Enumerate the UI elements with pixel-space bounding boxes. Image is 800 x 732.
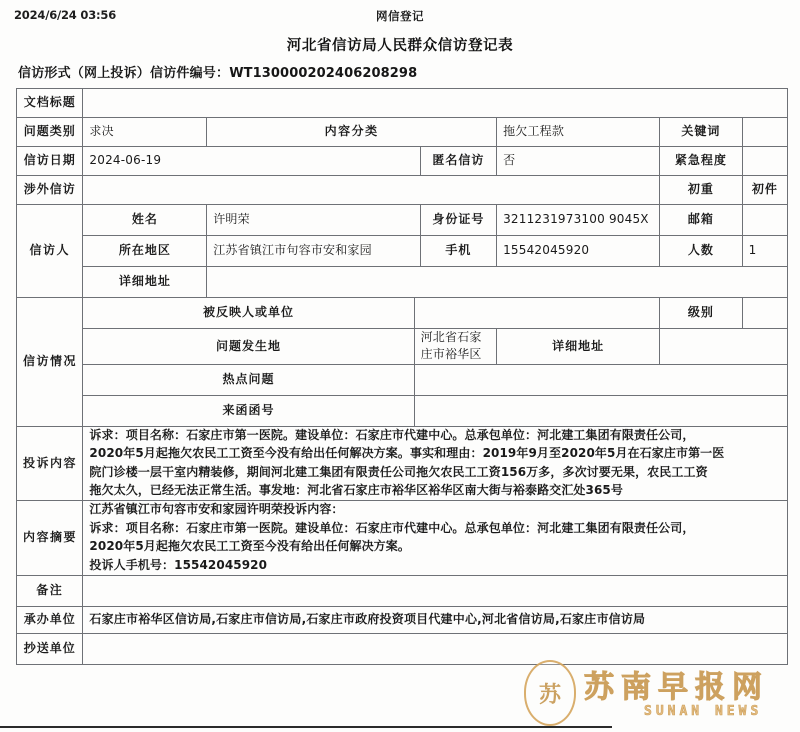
label-category: 问题类别 xyxy=(17,118,83,147)
watermark xyxy=(516,658,800,732)
table-row-category xyxy=(17,118,788,147)
complaint-line: 拖欠太久，已经无法正常生活。事发地：河北省石家庄市裕华区裕华区南大街与裕泰路交汇处365号 xyxy=(89,482,623,497)
label-foreign-petition: 涉外信访 xyxy=(17,176,83,205)
table-row-respondent xyxy=(17,298,788,329)
value-petitioner-phone: 15542045920 xyxy=(497,236,660,267)
print-timestamp: 2024/6/24 03:56 xyxy=(14,8,117,22)
table-row-petitioner-name xyxy=(17,205,788,236)
form-type-label: 信访形式（网上投诉）信访件编号： xyxy=(18,66,230,81)
table-row-complaint xyxy=(17,426,788,501)
seal-border xyxy=(524,660,576,726)
system-label: 网信登记 xyxy=(376,9,424,23)
label-keyword: 关键词 xyxy=(660,118,743,147)
summary-line: 2020年5月起拖欠农民工工资至今没有给出任何解决方案。 xyxy=(89,539,410,554)
label-letter-number: 来函函号 xyxy=(83,395,414,426)
label-respondent: 被反映人或单位 xyxy=(83,298,414,329)
label-doc-title: 文档标题 xyxy=(17,89,83,118)
seal-icon xyxy=(524,660,576,726)
table-row-petitioner-address xyxy=(17,267,788,298)
page-title: 河北省信访局人民群众信访登记表 xyxy=(286,38,514,54)
label-petitioner-phone: 手机 xyxy=(420,236,496,267)
header-meta-row xyxy=(0,8,800,26)
label-remark: 备注 xyxy=(17,575,83,606)
table-row-summary xyxy=(17,501,788,576)
label-cc-unit: 抄送单位 xyxy=(17,633,83,664)
value-letter-number xyxy=(414,395,787,426)
complaint-line: 院门诊楼一层干室内精装修，期间河北建工集团有限责任公司拖欠农民工工资156万多，多次讨要无果，农民工工资 xyxy=(89,464,708,479)
label-situation-section: 信访情况 xyxy=(17,298,83,427)
table-row-remark xyxy=(17,575,788,606)
case-number: WT130000202406208298 xyxy=(229,66,418,81)
table-row-letter-number xyxy=(17,395,788,426)
value-foreign-petition xyxy=(83,176,660,205)
label-first-weight: 初重 xyxy=(660,176,743,205)
complaint-line: 2020年5月起拖欠农民工工资至今没有给出任何解决方案。事实和理由：2019年9月至2020年5月在石家庄市第一医 xyxy=(89,446,725,461)
table-row-handler xyxy=(17,606,788,633)
value-respondent xyxy=(414,298,660,329)
value-complaint xyxy=(83,426,788,501)
value-hot-issue xyxy=(414,364,787,395)
value-doc-title xyxy=(83,89,788,118)
value-issue-place: 河北省石家庄市裕华区 xyxy=(414,329,497,365)
table-row-cc xyxy=(17,633,788,664)
value-petitioner-region: 江苏省镇江市句容市安和家园 xyxy=(207,236,420,267)
value-issue-detail-address xyxy=(660,329,788,365)
value-category: 求决 xyxy=(83,118,207,147)
summary-line: 投诉人手机号：15542045920 xyxy=(89,557,268,572)
label-petitioner-region: 所在地区 xyxy=(83,236,207,267)
seal-glyph: 苏 xyxy=(538,681,561,708)
label-content-class: 内容分类 xyxy=(207,118,497,147)
table-row-hot-issue xyxy=(17,364,788,395)
value-petitioner-count: 1 xyxy=(742,236,787,267)
value-petitioner-name: 许明荣 xyxy=(207,205,420,236)
label-petitioner-count: 人数 xyxy=(660,236,743,267)
label-petitioner-name: 姓名 xyxy=(83,205,207,236)
label-anonymous: 匿名信访 xyxy=(420,147,496,176)
value-anonymous: 否 xyxy=(497,147,660,176)
label-hot-issue: 热点问题 xyxy=(83,364,414,395)
label-date: 信访日期 xyxy=(17,147,83,176)
table-row-petitioner-region xyxy=(17,236,788,267)
label-petitioner-detail-address: 详细地址 xyxy=(83,267,207,298)
complaint-line: 诉求：项目名称：石家庄市第一医院。建设单位：石家庄市代建中心。总承包单位：河北建工集团有限责任公司， xyxy=(89,427,695,442)
label-complaint: 投诉内容 xyxy=(17,426,83,501)
label-first-item: 初件 xyxy=(742,176,787,205)
label-summary: 内容摘要 xyxy=(17,501,83,576)
label-issue-place: 问题发生地 xyxy=(83,329,414,365)
value-handler-unit: 石家庄市裕华区信访局,石家庄市信访局,石家庄市政府投资项目代建中心,河北省信访局,石家庄市信访局 xyxy=(83,606,788,633)
label-issue-detail-address: 详细地址 xyxy=(497,329,660,365)
form-type-line xyxy=(18,62,417,81)
value-petitioner-id: 3211231973100 9045X xyxy=(497,205,660,236)
value-keyword xyxy=(742,118,787,147)
petition-registration-table xyxy=(16,88,788,665)
value-petitioner-detail-address xyxy=(207,267,788,298)
value-summary xyxy=(83,501,788,576)
table-row-date xyxy=(17,147,788,176)
value-petitioner-email xyxy=(742,205,787,236)
value-urgency xyxy=(742,147,787,176)
summary-line: 江苏省镇江市句容市安和家园许明荣投诉内容： xyxy=(89,502,344,517)
label-handler-unit: 承办单位 xyxy=(17,606,83,633)
watermark-en-text: SUNAN NEWS xyxy=(644,704,763,719)
value-content-class: 拖欠工程款 xyxy=(497,118,660,147)
value-level xyxy=(742,298,787,329)
table-row-foreign xyxy=(17,176,788,205)
table-row-doc-title xyxy=(17,89,788,118)
label-petitioner-id: 身份证号 xyxy=(420,205,496,236)
label-petitioner-section: 信访人 xyxy=(17,205,83,298)
table-row-issue-place xyxy=(17,329,788,365)
watermark-cn-text: 苏南早报网 xyxy=(584,670,769,705)
scan-bottom-edge xyxy=(0,726,612,728)
value-cc-unit xyxy=(83,633,788,664)
label-level: 级别 xyxy=(660,298,743,329)
summary-line: 诉求：项目名称：石家庄市第一医院。建设单位：石家庄市代建中心。总承包单位：河北建工集团有限责任公司， xyxy=(89,520,695,535)
label-petitioner-email: 邮箱 xyxy=(660,205,743,236)
value-date: 2024-06-19 xyxy=(83,147,420,176)
label-urgency: 紧急程度 xyxy=(660,147,743,176)
value-remark xyxy=(83,575,788,606)
